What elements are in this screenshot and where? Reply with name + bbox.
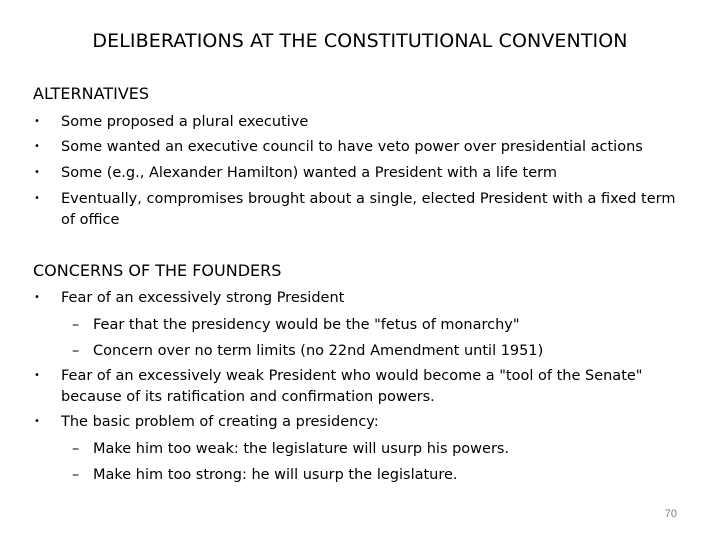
page-number: 70 [664,508,677,520]
alternatives-item-1: Some proposed a plural executive [61,114,309,130]
alternatives-heading: ALTERNATIVES [33,84,150,103]
concerns-item-3: The basic problem of creating a presidency: [61,414,379,430]
slide-title: DELIBERATIONS AT THE CONSTITUTIONAL CONVENTION [92,30,628,52]
alternatives-item-4: Eventually, compromises brought about a single, elected President with a fixed term [61,191,676,207]
bullet-marker: • [34,416,40,427]
alternatives-item-3: Some (e.g., Alexander Hamilton) wanted a President with a life term [61,165,557,181]
concerns-item-1: Fear of an excessively strong President [61,290,345,306]
alternatives-item-4-continued: of office [61,212,120,228]
alternatives-item-2: Some wanted an executive council to have veto power over presidential actions [61,139,643,155]
concerns-item-2-continued: because of its ratification and confirmation powers. [61,389,435,405]
bullet-marker: • [34,116,40,127]
bullet-marker: • [34,167,40,178]
concerns-subitem-2: Concern over no term limits (no 22nd Amendment until 1951) [93,343,544,359]
concerns-item-2: Fear of an excessively weak President who would become a "tool of the Senate" [61,368,643,384]
bullet-marker: • [34,141,40,152]
concerns-subitem-1: Fear that the presidency would be the "fetus of monarchy" [93,317,520,333]
bullet-marker: • [34,370,40,381]
concerns-subitem-4: Make him too strong: he will usurp the legislature. [93,467,458,483]
concerns-subitem-3: Make him too weak: the legislature will usurp his powers. [93,441,510,457]
dash-marker: – [72,467,80,483]
bullet-marker: • [34,193,40,204]
dash-marker: – [72,343,80,359]
dash-marker: – [72,317,80,333]
concerns-heading: CONCERNS OF THE FOUNDERS [33,261,282,280]
dash-marker: – [72,441,80,457]
bullet-marker: • [34,292,40,303]
